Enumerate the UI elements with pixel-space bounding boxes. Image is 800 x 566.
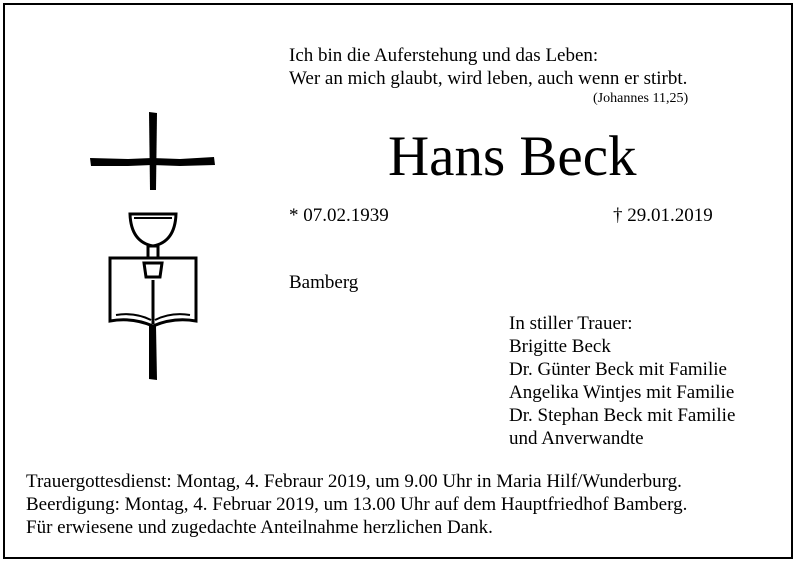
deceased-name: Hans Beck — [388, 125, 637, 188]
cross-chalice-bible-icon — [88, 112, 218, 380]
bible-verse — [289, 44, 687, 90]
mourner-name: Angelika Wintjes mit Familie — [509, 382, 735, 403]
mourners-heading: In stiller Trauer: — [509, 313, 633, 334]
mourners-list — [509, 312, 735, 450]
service-notice: Trauergottesdienst: Montag, 4. Febraur 2019, um 9.00 Uhr in Maria Hilf/Wunderburg. — [26, 471, 682, 492]
mourner-name: Dr. Günter Beck mit Familie — [509, 359, 727, 380]
verse-line-1: Ich bin die Auferstehung und das Leben: — [289, 45, 599, 66]
mourner-name: Brigitte Beck — [509, 336, 611, 357]
verse-line-2: Wer an mich glaubt, wird leben, auch wenn er stirbt. — [289, 68, 688, 89]
death-date: † 29.01.2019 — [613, 205, 713, 226]
mourner-name: Dr. Stephan Beck mit Familie — [509, 405, 736, 426]
mourner-name: und Anverwandte — [509, 428, 644, 449]
thanks-notice: Für erwiesene und zugedachte Anteilnahme herzlichen Dank. — [26, 517, 493, 538]
funeral-notice — [26, 470, 687, 539]
burial-notice: Beerdigung: Montag, 4. Februar 2019, um 13.00 Uhr auf dem Hauptfriedhof Bamberg. — [26, 494, 688, 515]
verse-reference: (Johannes 11,25) — [593, 91, 689, 106]
residence-place: Bamberg — [289, 272, 359, 293]
birth-date: * 07.02.1939 — [289, 205, 389, 226]
